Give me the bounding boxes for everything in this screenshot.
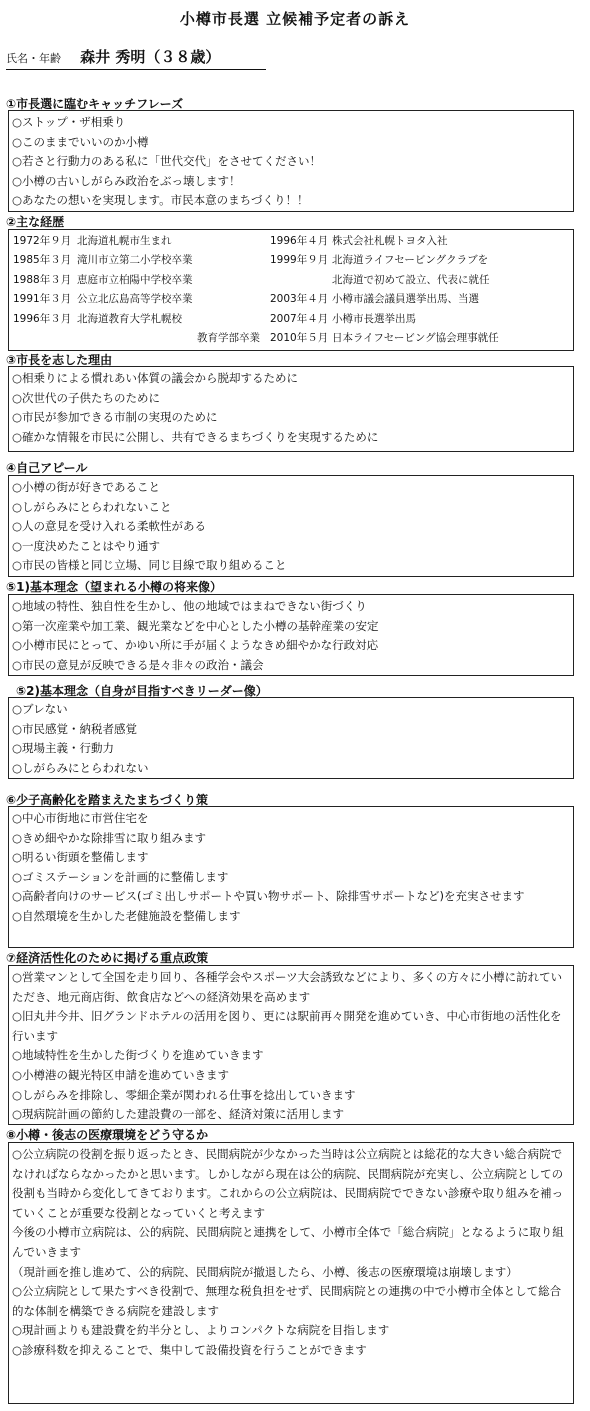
list-item: ○高齢者向けのサービス(ゴミ出しサポートや買い物サポート、除排雪サポートなど)を充実させます (12, 889, 525, 904)
section-title-appeal: ④自己アピール (6, 461, 88, 475)
career-event: 北海道札幌市生まれ (77, 235, 172, 247)
list-item: ○このままでいいのか小樽 (12, 134, 149, 149)
list-item: ○あなたの想いを実現します。市民本意のまちづくり！！ (12, 193, 309, 208)
medical-box (8, 1142, 574, 1404)
reason-box (8, 366, 574, 452)
career-event: 公立北広島高等学校卒業 (77, 293, 193, 306)
list-item: ○市民が参加できる市制の実現のために (12, 410, 218, 425)
list-item: ○相乗りによる慣れあい体質の議会から脱却するために (12, 371, 299, 385)
list-item: ○市民の皆様と同じ立場、同じ目線で取り組めること (12, 558, 287, 573)
career-row (13, 251, 569, 270)
career-date: 1988年３月 (13, 273, 72, 286)
section-title-career: ②主な経歴 (6, 215, 65, 229)
list-item: ○ストップ・ザ相乗り (12, 115, 126, 129)
list-item: ○営業マンとして全国を走り回り、各種学会やスポーツ大会誘致などにより、多くの方々に小樽に訪れていただき、地元商店街、飲食店などへの経済効果を高めます (12, 970, 563, 1004)
list-item: ○地域の特性、独自性を生かし、他の地域ではまねできない街づくり (12, 599, 367, 613)
list-item: ○自然環境を生かした老健施設を整備します (12, 908, 241, 923)
career-date (270, 271, 332, 290)
list-item: ○第一次産業や加工業、観光業などを中心とした小樽の基幹産業の安定 (12, 618, 379, 633)
list-item: ○しがらみを排除し、零細企業が関われる仕事を捻出していきます (12, 1087, 356, 1102)
list-item: ○小樽の古いしがらみ政治をぶっ壊します！ (12, 173, 241, 188)
career-date: 1972年９月 (13, 235, 72, 247)
list-item: ○若さと行動力のある私に「世代交代」をさせてください！ (12, 154, 322, 169)
list-item: 今後の小樽市立病院は、公的病院、民間病院と連携をして、小樽市全体で「総合病院」となるように取り組んでいきます (12, 1225, 564, 1259)
list-item: ○小樽の街が好きであること (12, 480, 161, 494)
list-item: ○小樽市民にとって、かゆい所に手が届くようなきめ細やかな行政対応 (12, 638, 379, 653)
career-date (13, 329, 77, 348)
list-item: ○一度決めたことはやり通す (12, 538, 161, 553)
career-event: 小樽市議会議員選挙出馬、当選 (332, 293, 479, 306)
list-item: ○中心市街地に市営住宅を (12, 811, 149, 825)
list-item: ○地域特性を生かした街づくりを進めていきます (12, 1048, 264, 1063)
career-date: 1985年３月 (13, 254, 72, 267)
career-row (13, 232, 569, 251)
name-label: 氏名・年齢 (6, 52, 61, 65)
section-title-philosophy-1: ⑤1)基本理念（望まれる小樽の将来像） (6, 580, 222, 594)
section-title-reason: ③市長を志した理由 (6, 353, 113, 367)
list-item: ○現病院計画の節約した建設費の一部を、経済対策に活用します (12, 1107, 345, 1122)
list-item: ○きめ細やかな除排雪に取り組みます (12, 830, 207, 845)
career-box (8, 229, 574, 351)
list-item: ○旧丸井今井、旧グランドホテルの活用を図り、更には駅前再々開発を進めていき、中心市街地の活性化を行います (12, 1009, 562, 1043)
career-date: 1996年４月 (270, 235, 329, 247)
list-item: ○公立病院の役割を振り返ったとき、民間病院が少なかった当時は公立病院とは総花的な大きい総合病院でなければならなかったかと思います。しかしながら現在は公的病院、民間病院が充実し、公立病院としての役割も当時から変化してきております。これからの公立病院は、民間病院でできない診療や取り組みを補っていくことが重要な役割となっていくと考えます (12, 1147, 564, 1220)
list-item: ○現計画よりも建設費を約半分とし、よりコンパクトな病院を目指します (12, 1323, 390, 1338)
career-event: 北海道で初めて設立、代表に就任 (332, 273, 490, 286)
list-item: ○ブレない (12, 702, 68, 716)
career-row (13, 271, 569, 290)
section-title-philosophy-2: ⑤2)基本理念（自身が目指すべきリーダー像） (16, 684, 268, 698)
career-row (13, 310, 569, 329)
career-date: 1991年３月 (13, 293, 72, 306)
career-event: 日本ライフセービング協会理事就任 (332, 332, 499, 345)
list-item: ○ゴミステーションを計画的に整備します (12, 869, 229, 884)
career-event: 北海道ライフセービングクラブを (332, 254, 489, 267)
career-event: 北海道教育大学札幌校 (77, 312, 182, 325)
philosophy-2-box (8, 697, 574, 779)
section-title-medical: ⑧小樽・後志の医療環境をどう守るか (6, 1128, 209, 1142)
section-title-aging: ⑥少子高齢化を踏まえたまちづくり策 (6, 793, 209, 807)
list-item: ○市民感覚・納税者感覚 (12, 721, 138, 736)
list-item: ○確かな情報を市民に公開し、共有できるまちづくりを実現するために (12, 429, 379, 444)
document-title: 小樽市長選 立候補予定者の訴え (179, 10, 411, 28)
section-title-economy: ⑦経済活性化のために掲げる重点政策 (6, 951, 209, 965)
name-value: 森井 秀明（３８歳） (80, 48, 221, 66)
appeal-box (8, 475, 574, 577)
career-date: 1996年３月 (13, 312, 72, 325)
career-date: 1999年９月 (270, 254, 329, 267)
career-row (13, 329, 569, 348)
list-item: ○明るい街頭を整備します (12, 850, 149, 865)
career-event: 滝川市立第二小学校卒業 (77, 254, 193, 267)
economy-box (8, 965, 574, 1125)
list-item: （現計画を推し進めて、公的病院、民間病院が撤退したら、小樽、後志の医療環境は崩壊します） (12, 1264, 518, 1279)
list-item: ○現場主義・行動力 (12, 741, 115, 756)
list-item: ○市民の意見が反映できる是々非々の政治・議会 (12, 657, 264, 672)
section-title-catchphrase: ①市長選に臨むキャッチフレーズ (6, 97, 184, 111)
career-row (13, 290, 569, 309)
list-item: ○公立病院として果たすべき役割で、無理な税負担をせず、民間病院との連携の中で小樽市全体として総合的な体制を構築できる病院を建設します (12, 1284, 562, 1318)
list-item: ○しがらみにとらわれない (12, 760, 149, 775)
career-event: 恵庭市立柏陽中学校卒業 (77, 273, 193, 286)
career-event: 教育学部卒業 (197, 332, 260, 345)
career-event: 株式会社札幌トヨタ入社 (332, 235, 448, 247)
career-date: 2010年５月 (270, 332, 329, 345)
candidate-name-row (6, 46, 266, 70)
career-event: 小樽市長選挙出馬 (332, 312, 416, 325)
list-item: ○しがらみにとらわれないこと (12, 499, 172, 514)
list-item: ○診療科数を抑えることで、集中して設備投資を行うことができます (12, 1342, 367, 1357)
catchphrase-box (8, 110, 574, 212)
philosophy-1-box (8, 594, 574, 676)
list-item: ○小樽港の観光特区申請を進めていきます (12, 1067, 230, 1082)
career-date: 2007年４月 (270, 312, 329, 325)
aging-box (8, 806, 574, 948)
list-item: ○次世代の子供たちのために (12, 390, 161, 405)
career-date: 2003年４月 (270, 293, 329, 306)
list-item: ○人の意見を受け入れる柔軟性がある (12, 519, 207, 534)
